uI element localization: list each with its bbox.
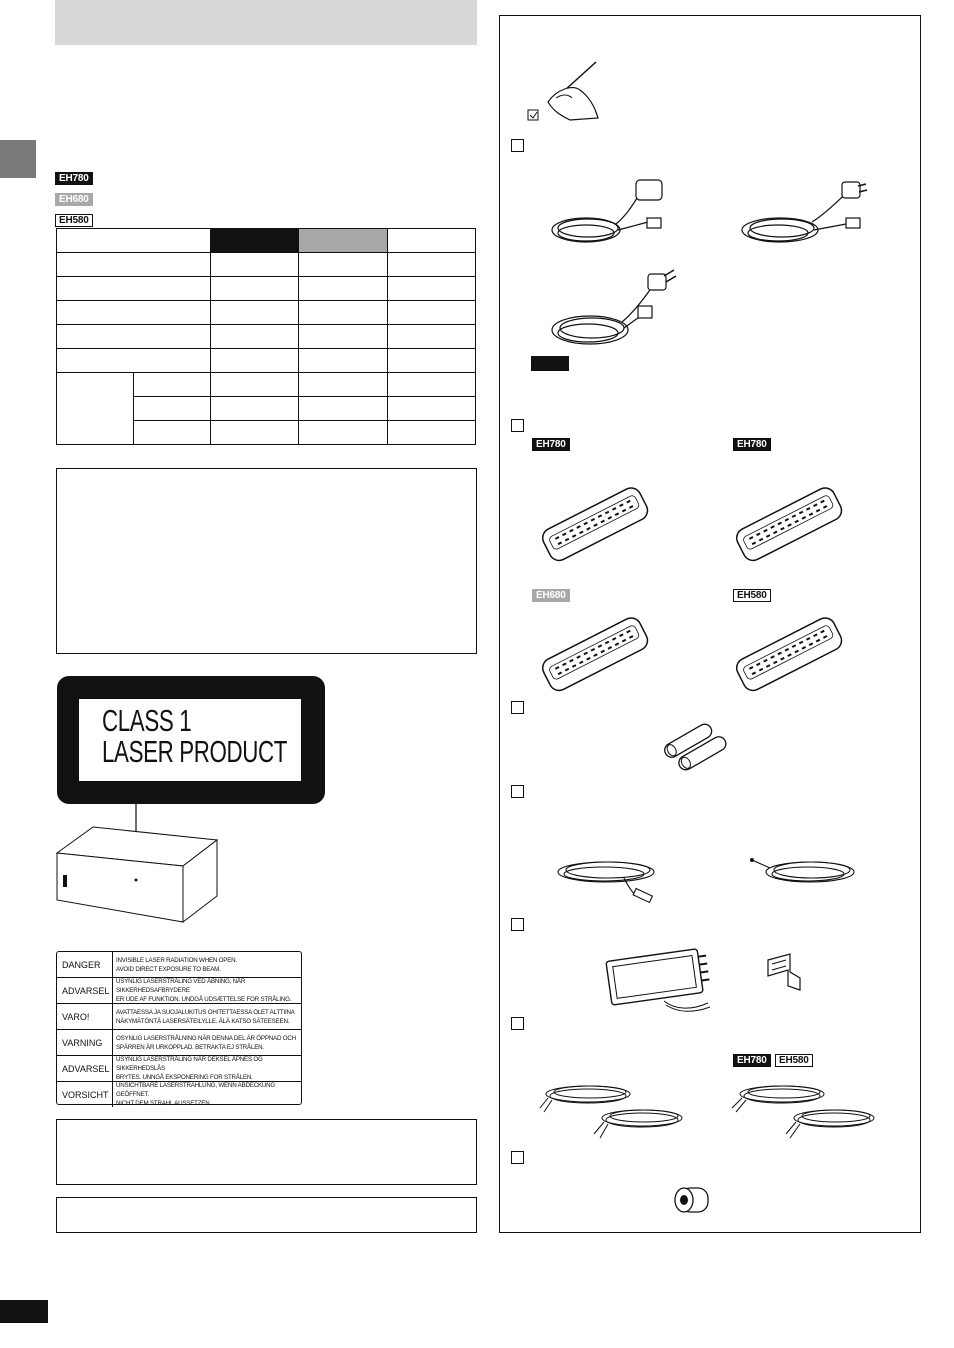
table-row: [57, 253, 476, 277]
batteries-icon: [660, 722, 734, 770]
table-header-eh580: [388, 229, 476, 253]
warning-row: VARO! AVATTAESSA JA SUOJALUKITUS OHITETTAESSA OLET ALTTIINA NÄKYMÄTÖNTÄ LASERSÄTEILYLLE. ÄLÄ KATSO SÄTEESEEN.: [57, 1004, 301, 1030]
warning-row: ADVARSEL USYNLIG LASERSTRÅLING VED ÅBNING, NÅR SIKKERHEDSAFBRYDERE ER UDE AF FUNKTION. UNDGÅ UDSÆTTELSE FOR STRÅLING.: [57, 978, 301, 1004]
clip-icon: [760, 950, 804, 994]
unit-illustration: [55, 800, 225, 925]
badge-eh780: EH780: [55, 172, 93, 185]
badge-remote-eh780: EH780: [532, 438, 570, 451]
table-header-eh780: [210, 229, 299, 253]
antenna-icon: [554, 852, 669, 906]
ferrite-core-icon: [672, 1186, 712, 1216]
checkbox-remote[interactable]: [511, 419, 524, 432]
badge-cable-eh580: EH580: [775, 1054, 813, 1067]
table-row: [57, 349, 476, 373]
note-box: [56, 1119, 477, 1185]
remote-control-icon: [734, 615, 846, 697]
laser-warning-label: [56, 951, 302, 1105]
power-cord-icon: [738, 178, 868, 250]
table-header-eh680: [299, 229, 388, 253]
antenna-icon: [748, 850, 858, 890]
laser-class-label: [57, 676, 325, 804]
checkbox-antenna[interactable]: [511, 785, 524, 798]
note-box-small: [56, 1197, 477, 1233]
speaker-cable-badges: [733, 1050, 813, 1068]
model-table: [56, 228, 476, 445]
power-cord-icon: [548, 266, 678, 350]
black-label-bar: [531, 356, 569, 371]
laser-class-label-inner: [79, 699, 301, 781]
notice-box: [56, 468, 477, 654]
badge-cable-eh780: EH780: [733, 1054, 771, 1067]
warning-row: DANGER INVISIBLE LASER RADIATION WHEN OPEN. AVOID DIRECT EXPOSURE TO BEAM.: [57, 952, 301, 978]
remote-control-icon: [540, 485, 652, 567]
badge-remote-eh580: EH580: [733, 589, 771, 602]
warning-row: ADVARSEL USYNLIG LASERSTRÅLING NÅR DEKSEL ÅPNES OG SIKKERHEDSLÅS BRYTES. UNNGÅ EKSPONERING FOR STRÅLEN.: [57, 1056, 301, 1082]
badge-eh580: EH580: [55, 214, 93, 227]
table-row: [57, 325, 476, 349]
warning-row: VORSICHT UNSICHTBARE LASERSTRAHLUNG, WENN ABDECKUNG GEÖFFNET. NICHT DEM STRAHL AUSSETZEN.: [57, 1082, 301, 1107]
badge-eh680: EH680: [55, 193, 93, 206]
power-cord-icon: [548, 178, 673, 250]
pen-hand-icon: [528, 60, 608, 122]
table-cell: [57, 229, 211, 253]
language-side-tab: [0, 140, 36, 178]
badge-remote-eh780-alt: EH780: [733, 438, 771, 451]
speaker-cable-icon: [538, 1078, 688, 1144]
laser-class-line1: CLASS 1: [102, 703, 192, 738]
warning-row: VARNING OSYNLIG LASERSTRÅLNING NÄR DENNA DEL ÄR ÖPPNAD OCH SPÄRREN ÄR URKOPPLAD. BETRAKTA EJ STRÅLEN.: [57, 1030, 301, 1056]
model-legend: [55, 168, 93, 228]
checkbox-batteries[interactable]: [511, 701, 524, 714]
remote-control-icon: [734, 485, 846, 567]
table-row: [57, 229, 476, 253]
checkbox-display[interactable]: [511, 918, 524, 931]
checkbox-speaker-cables[interactable]: [511, 1017, 524, 1030]
badge-remote-eh680: EH680: [532, 589, 570, 602]
table-row: [57, 373, 476, 397]
section-header-bar: [55, 0, 477, 45]
table-row: [57, 277, 476, 301]
table-row: [57, 301, 476, 325]
checkbox-ferrite-core[interactable]: [511, 1151, 524, 1164]
laser-class-line2: LASER PRODUCT: [102, 734, 288, 769]
checkbox-power-cord[interactable]: [511, 139, 524, 152]
speaker-cable-icon: [728, 1078, 878, 1144]
remote-control-icon: [540, 615, 652, 697]
display-panel-icon: [604, 943, 716, 1017]
page-number-tab: [0, 1300, 48, 1323]
